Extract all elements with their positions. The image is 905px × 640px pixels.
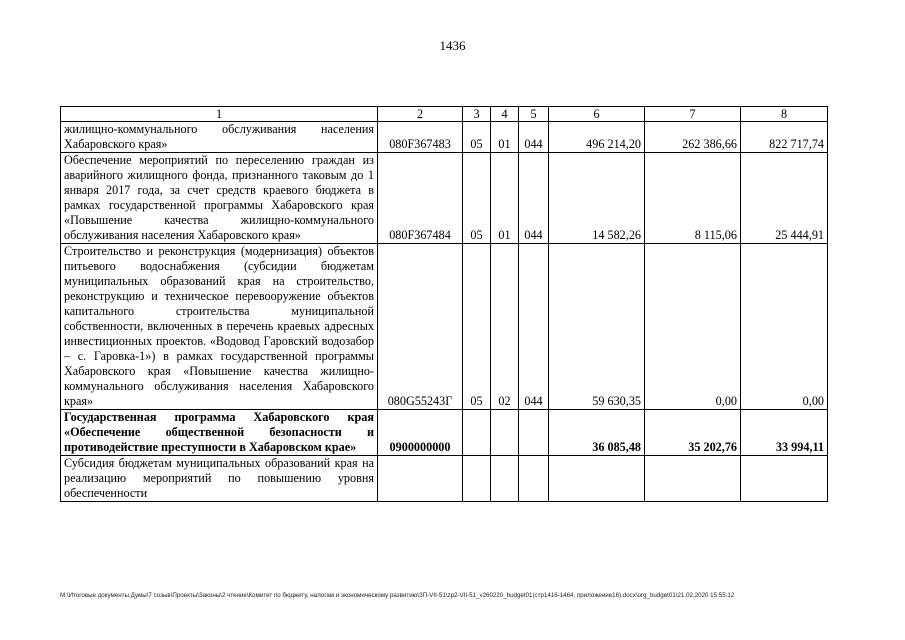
target-article-code: 080F367484: [378, 153, 463, 244]
amount-col6: [549, 456, 645, 502]
amount-col8: 0,00: [741, 244, 828, 410]
column-header: 6: [549, 107, 645, 122]
subsection-code: [491, 410, 519, 456]
table-row: [61, 244, 828, 410]
table-row: [61, 456, 828, 502]
section-code: [463, 410, 491, 456]
expense-type-code: 044: [519, 122, 549, 153]
budget-table: [60, 106, 828, 502]
column-header: 1: [61, 107, 378, 122]
document-file-path: M:\Итоговые документы Думы\7 созыв\Проекты\Законы\2 чтение\Комитет по бюджету, налогам и экономическому развитию\ЗП-VII-51\zp2-VII-51_v260220_budget01(стр1416-1464, приложение16).docx\org_budget01\21.02.2020 15:55:12: [60, 592, 735, 599]
column-header: 2: [378, 107, 463, 122]
target-article-code: 080G55243Г: [378, 244, 463, 410]
subsection-code: 01: [491, 122, 519, 153]
subsection-code: [491, 456, 519, 502]
expense-type-code: [519, 410, 549, 456]
row-description: Строительство и реконструкция (модернизация) объектов питьевого водоснабжения (субсидии бюджетам муниципальных образований края на строительство, реконструкцию и техническое перевооружение объектов капитального строительства муниципальной собственности, включенных в перечень краевых адресных инвестиционных проектов. «Водовод Гаровский водозабор – с. Гаровка-1») в рамках государственной программы Хабаровского края «Повышение качества жилищно-коммунального обслуживания населения Хабаровского края»: [61, 244, 378, 410]
row-description: Субсидия бюджетам муниципальных образований края на реализацию мероприятий по повышению уровня обеспеченности: [61, 456, 378, 502]
target-article-code: [378, 456, 463, 502]
page-number: 1436: [439, 38, 466, 53]
section-code: [463, 456, 491, 502]
target-article-code: 080F367483: [378, 122, 463, 153]
expense-type-code: 044: [519, 244, 549, 410]
subsection-code: 02: [491, 244, 519, 410]
column-header: 5: [519, 107, 549, 122]
amount-col8: 25 444,91: [741, 153, 828, 244]
amount-col8: 822 717,74: [741, 122, 828, 153]
section-code: 05: [463, 122, 491, 153]
amount-col8: [741, 456, 828, 502]
target-article-code: 0900000000: [378, 410, 463, 456]
expense-type-code: [519, 456, 549, 502]
amount-col7: 8 115,06: [645, 153, 741, 244]
column-header: 7: [645, 107, 741, 122]
column-header: 3: [463, 107, 491, 122]
row-description: жилищно-коммунального обслуживания населения Хабаровского края»: [61, 122, 378, 153]
amount-col8: 33 994,11: [741, 410, 828, 456]
amount-col6: 36 085,48: [549, 410, 645, 456]
table-row: [61, 153, 828, 244]
table-row-program-total: [61, 410, 828, 456]
amount-col6: 496 214,20: [549, 122, 645, 153]
amount-col6: 14 582,26: [549, 153, 645, 244]
column-header: 8: [741, 107, 828, 122]
table-row: [61, 122, 828, 153]
amount-col6: 59 630,35: [549, 244, 645, 410]
row-description: Государственная программа Хабаровского края «Обеспечение общественной безопасности и противодействие преступности в Хабаровском крае»: [61, 410, 378, 456]
expense-type-code: 044: [519, 153, 549, 244]
amount-col7: 35 202,76: [645, 410, 741, 456]
amount-col7: 262 386,66: [645, 122, 741, 153]
table-header-row: [61, 107, 828, 122]
column-header: 4: [491, 107, 519, 122]
amount-col7: [645, 456, 741, 502]
subsection-code: 01: [491, 153, 519, 244]
section-code: 05: [463, 153, 491, 244]
row-description: Обеспечение мероприятий по переселению граждан из аварийного жилищного фонда, признанного таковым до 1 января 2017 года, за счет средств краевого бюджета в рамках государственной программы Хабаровского края «Повышение качества жилищно-коммунального обслуживания населения Хабаровского края»: [61, 153, 378, 244]
amount-col7: 0,00: [645, 244, 741, 410]
section-code: 05: [463, 244, 491, 410]
